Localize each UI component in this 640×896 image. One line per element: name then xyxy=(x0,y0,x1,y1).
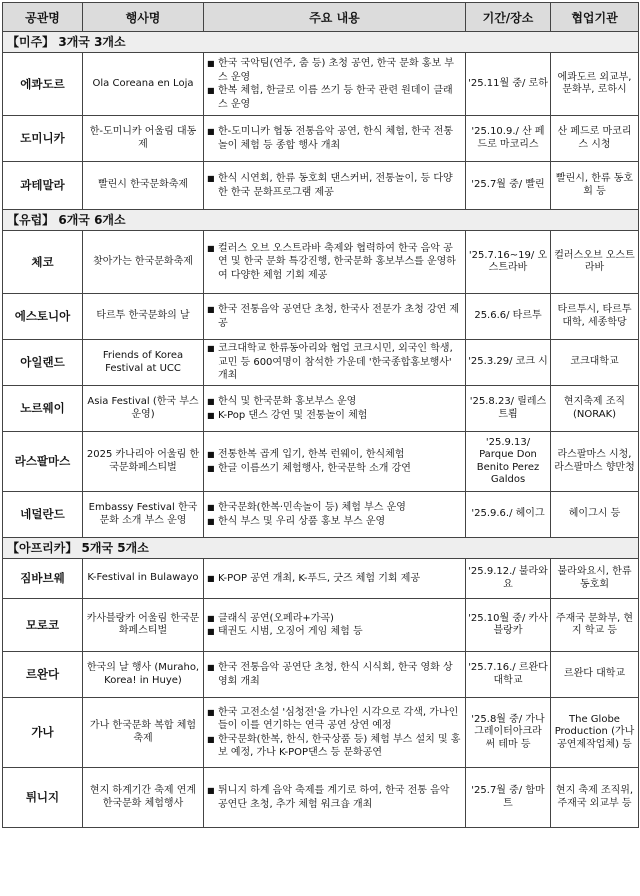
event-name: 찾아가는 한국문화축제 xyxy=(83,231,204,294)
event-period: '25.3.29/ 코크 시 xyxy=(466,340,551,386)
content-list xyxy=(207,572,462,586)
post-name: 노르웨이 xyxy=(3,386,83,432)
content-list xyxy=(207,57,462,111)
content-item xyxy=(207,395,462,409)
event-period: '25.10.9./ 산 페드로 마코리스 xyxy=(466,116,551,162)
table-row xyxy=(3,162,639,210)
content-text: K-POP 공연 개최, K-푸드, 굿즈 체험 기회 제공 xyxy=(218,572,421,584)
event-partner: 에콰도르 외교부, 문화부, 로하시 xyxy=(551,53,639,116)
table-body xyxy=(3,32,639,828)
bullet-icon: ■ xyxy=(207,59,215,68)
bullet-icon: ■ xyxy=(207,397,215,406)
content-list xyxy=(207,448,462,475)
event-name: Friends of Korea Festival at UCC xyxy=(83,340,204,386)
header-event: 행사명 xyxy=(83,3,204,32)
event-name: K-Festival in Bulawayo xyxy=(83,559,204,599)
event-partner: 르완다 대학교 xyxy=(551,652,639,698)
bullet-icon: ■ xyxy=(207,613,215,623)
event-partner: 현지축제 조직 (NORAK) xyxy=(551,386,639,432)
event-content xyxy=(204,652,466,698)
content-item xyxy=(207,612,462,626)
content-item xyxy=(207,625,462,639)
content-text: K-Pop 댄스 강연 및 전통놀이 체험 xyxy=(218,409,368,421)
content-text: 한식 부스 및 우리 상품 홍보 부스 운영 xyxy=(218,515,386,527)
event-period: '25.9.13/ Parque Don Benito Perez Galdos xyxy=(466,432,551,492)
event-content xyxy=(204,294,466,340)
table-row xyxy=(3,559,639,599)
event-content xyxy=(204,386,466,432)
table-row xyxy=(3,294,639,340)
content-item xyxy=(207,462,462,476)
content-text: 한글 이름쓰기 체험행사, 한국문학 소개 강연 xyxy=(218,462,411,474)
table-row xyxy=(3,492,639,538)
content-list xyxy=(207,303,462,330)
table-row xyxy=(3,599,639,652)
bullet-icon: ■ xyxy=(207,243,215,253)
bullet-icon: ■ xyxy=(207,663,215,672)
event-period: '25.10월 중/ 카사블랑카 xyxy=(466,599,551,652)
bullet-icon: ■ xyxy=(207,86,215,95)
content-item xyxy=(207,57,462,84)
event-content xyxy=(204,162,466,210)
content-text: 클래식 공연(오페라+가곡) xyxy=(218,612,334,624)
bullet-icon: ■ xyxy=(207,627,215,636)
content-list xyxy=(207,706,462,760)
content-list xyxy=(207,661,462,688)
event-partner: 현지 축제 조직위, 주재국 외교부 등 xyxy=(551,768,639,828)
section-row xyxy=(3,538,639,559)
table-row xyxy=(3,432,639,492)
post-name: 르완다 xyxy=(3,652,83,698)
post-name: 가나 xyxy=(3,698,83,768)
event-content xyxy=(204,340,466,386)
table-row xyxy=(3,698,639,768)
post-name: 네덜란드 xyxy=(3,492,83,538)
content-text: 전통한복 곱게 입기, 한복 런웨이, 한식체험 xyxy=(218,449,405,460)
event-partner: The Globe Production (가나 공연제작업체) 등 xyxy=(551,698,639,768)
header-period: 기간/장소 xyxy=(466,3,551,32)
event-content xyxy=(204,432,466,492)
content-item xyxy=(207,409,462,423)
content-text: 한복 체험, 한글로 이름 쓰기 등 한국 관련 원데이 클래스 운영 xyxy=(218,85,453,110)
content-list xyxy=(207,501,462,528)
event-name: 가나 한국문화 복합 체험 축제 xyxy=(83,698,204,768)
post-name: 튀니지 xyxy=(3,768,83,828)
content-text: 한-도미니카 협동 전통음악 공연, 한식 체험, 한국 전통 놀이 체험 등 종합 행사 개최 xyxy=(218,126,454,151)
event-content xyxy=(204,116,466,162)
content-item xyxy=(207,661,462,688)
bullet-icon: ■ xyxy=(207,573,215,583)
content-list xyxy=(207,125,462,152)
section-title: 【미주】 3개국 3개소 xyxy=(3,32,639,53)
bullet-icon: ■ xyxy=(207,344,215,354)
header-partner: 협업기관 xyxy=(551,3,639,32)
bullet-icon: ■ xyxy=(207,463,215,473)
content-item xyxy=(207,733,462,760)
post-name: 도미니카 xyxy=(3,116,83,162)
event-period: '25.7.16./ 르완다 대학교 xyxy=(466,652,551,698)
bullet-icon: ■ xyxy=(207,127,215,136)
event-content xyxy=(204,698,466,768)
event-content xyxy=(204,492,466,538)
event-name: 2025 카나리아 어울림 한국문화페스티벌 xyxy=(83,432,204,492)
content-text: 한국 고전소설 '심청전'을 가나인 시각으로 각색, 가나인들이 이를 연기하는 연극 공연 상연 예정 xyxy=(218,706,459,731)
post-name: 아일랜드 xyxy=(3,340,83,386)
bullet-icon: ■ xyxy=(207,734,215,744)
content-item xyxy=(207,448,462,462)
bullet-icon: ■ xyxy=(207,503,215,512)
event-period: '25.7월 중/ 빨린 xyxy=(466,162,551,210)
post-name: 짐바브웨 xyxy=(3,559,83,599)
event-content xyxy=(204,599,466,652)
event-period: '25.7월 중/ 함마트 xyxy=(466,768,551,828)
event-partner: 라스팔마스 시청, 라스팔마스 향만청 xyxy=(551,432,639,492)
content-list xyxy=(207,612,462,639)
content-item xyxy=(207,125,462,152)
content-text: 컬러스 오브 오스트라바 축제와 협력하여 한국 음악 공연 및 한국 문화 특강진행, 한국문화 홍보부스를 운영하여 다양한 체험 기회 제공 xyxy=(218,242,456,281)
events-table xyxy=(2,2,639,828)
header-content: 주요 내용 xyxy=(204,3,466,32)
event-name: Ola Coreana en Loja xyxy=(83,53,204,116)
bullet-icon: ■ xyxy=(207,516,215,526)
event-partner: 타르투시, 타르투대학, 세종학당 xyxy=(551,294,639,340)
post-name: 에콰도르 xyxy=(3,53,83,116)
post-name: 과테말라 xyxy=(3,162,83,210)
content-item xyxy=(207,706,462,733)
section-title: 【아프리카】 5개국 5개소 xyxy=(3,538,639,559)
content-item xyxy=(207,342,462,383)
event-name: 카사블랑카 어울림 한국문화페스티벌 xyxy=(83,599,204,652)
table-row xyxy=(3,340,639,386)
bullet-icon: ■ xyxy=(207,786,215,795)
post-name: 체코 xyxy=(3,231,83,294)
content-item xyxy=(207,515,462,529)
event-partner: 주재국 문화부, 현지 학교 등 xyxy=(551,599,639,652)
event-partner: 빨린시, 한류 동호회 등 xyxy=(551,162,639,210)
table-row xyxy=(3,768,639,828)
event-partner: 헤이그시 등 xyxy=(551,492,639,538)
content-text: 한식 시연회, 한류 동호회 댄스커버, 전통놀이, 등 다양한 한국 문화프로그램 제공 xyxy=(218,173,453,198)
content-list xyxy=(207,395,462,422)
event-name: 한국의 날 행사 (Muraho, Korea! in Huye) xyxy=(83,652,204,698)
content-item xyxy=(207,303,462,330)
content-text: 한국 전통음악 공연단 초청, 한식 시식회, 한국 영화 상영회 개최 xyxy=(218,662,453,687)
table-row xyxy=(3,53,639,116)
content-list xyxy=(207,172,462,199)
content-list xyxy=(207,242,462,283)
event-period: 25.6.6/ 타르투 xyxy=(466,294,551,340)
event-period: '25.9.12./ 불라와요 xyxy=(466,559,551,599)
event-name: Asia Festival (한국 부스 운영) xyxy=(83,386,204,432)
content-item xyxy=(207,84,462,111)
event-name: 빨린시 한국문화축제 xyxy=(83,162,204,210)
event-partner: 코크대학교 xyxy=(551,340,639,386)
content-text: 한국 국악팀(연주, 춤 등) 초청 공연, 한국 문화 홍보 부스 운영 xyxy=(218,58,454,83)
content-item xyxy=(207,242,462,283)
event-name: 현지 하계기간 축제 연계 한국문화 체험행사 xyxy=(83,768,204,828)
content-text: 한국 전통음악 공연단 초청, 한국사 전문가 초청 강연 제공 xyxy=(218,304,460,329)
bullet-icon: ■ xyxy=(207,410,215,420)
event-period: '25.8.23/ 릴레스트룀 xyxy=(466,386,551,432)
event-content xyxy=(204,559,466,599)
section-title: 【유럽】 6개국 6개소 xyxy=(3,210,639,231)
content-item xyxy=(207,501,462,515)
header-post: 공관명 xyxy=(3,3,83,32)
event-partner: 산 페드로 마코리스 시청 xyxy=(551,116,639,162)
event-name: 한-도미니카 어울림 대동제 xyxy=(83,116,204,162)
content-text: 태권도 시범, 오징어 게임 체험 등 xyxy=(218,626,363,637)
content-item xyxy=(207,572,462,586)
event-period: '25.9.6./ 헤이그 xyxy=(466,492,551,538)
event-content xyxy=(204,768,466,828)
event-partner: 컬러스오브 오스트라바 xyxy=(551,231,639,294)
event-period: '25.11월 중/ 로하 xyxy=(466,53,551,116)
table-row xyxy=(3,652,639,698)
post-name: 모로코 xyxy=(3,599,83,652)
event-period: '25.8월 중/ 가나 그레이터아크라 써 테마 등 xyxy=(466,698,551,768)
event-content xyxy=(204,53,466,116)
content-text: 튀니지 하계 음악 축제를 계기로 하여, 한국 전통 음악 공연단 초청, 추가 체험 워크숍 개최 xyxy=(218,785,450,810)
section-row xyxy=(3,32,639,53)
table-header-row xyxy=(3,3,639,32)
post-name: 라스팔마스 xyxy=(3,432,83,492)
bullet-icon: ■ xyxy=(207,450,215,459)
content-list xyxy=(207,342,462,383)
content-text: 한국문화(한복·민속놀이 등) 체험 부스 운영 xyxy=(218,502,406,513)
table-row xyxy=(3,386,639,432)
content-text: 코크대학교 한류동아리와 협업 코크시민, 외국인 학생, 교민 등 600여명이 참석한 가운데 '한국종합홍보행사' 개최 xyxy=(218,343,453,382)
post-name: 에스토니아 xyxy=(3,294,83,340)
content-item xyxy=(207,784,462,811)
event-name: Embassy Festival 한국문화 소개 부스 운영 xyxy=(83,492,204,538)
bullet-icon: ■ xyxy=(207,305,215,314)
content-item xyxy=(207,172,462,199)
content-text: 한식 및 한국문화 홍보부스 운영 xyxy=(218,396,357,407)
event-partner: 불라와요시, 한류동호회 xyxy=(551,559,639,599)
content-text: 한국문화(한복, 한식, 한국상품 등) 체험 부스 설치 및 홍보 예정, 가나 K-POP댄스 등 문화공연 xyxy=(218,733,461,758)
bullet-icon: ■ xyxy=(207,707,215,717)
table-row xyxy=(3,116,639,162)
event-period: '25.7.16~19/ 오스트라바 xyxy=(466,231,551,294)
table-row xyxy=(3,231,639,294)
section-row xyxy=(3,210,639,231)
content-list xyxy=(207,784,462,811)
event-content xyxy=(204,231,466,294)
event-name: 타르투 한국문화의 날 xyxy=(83,294,204,340)
bullet-icon: ■ xyxy=(207,174,215,183)
